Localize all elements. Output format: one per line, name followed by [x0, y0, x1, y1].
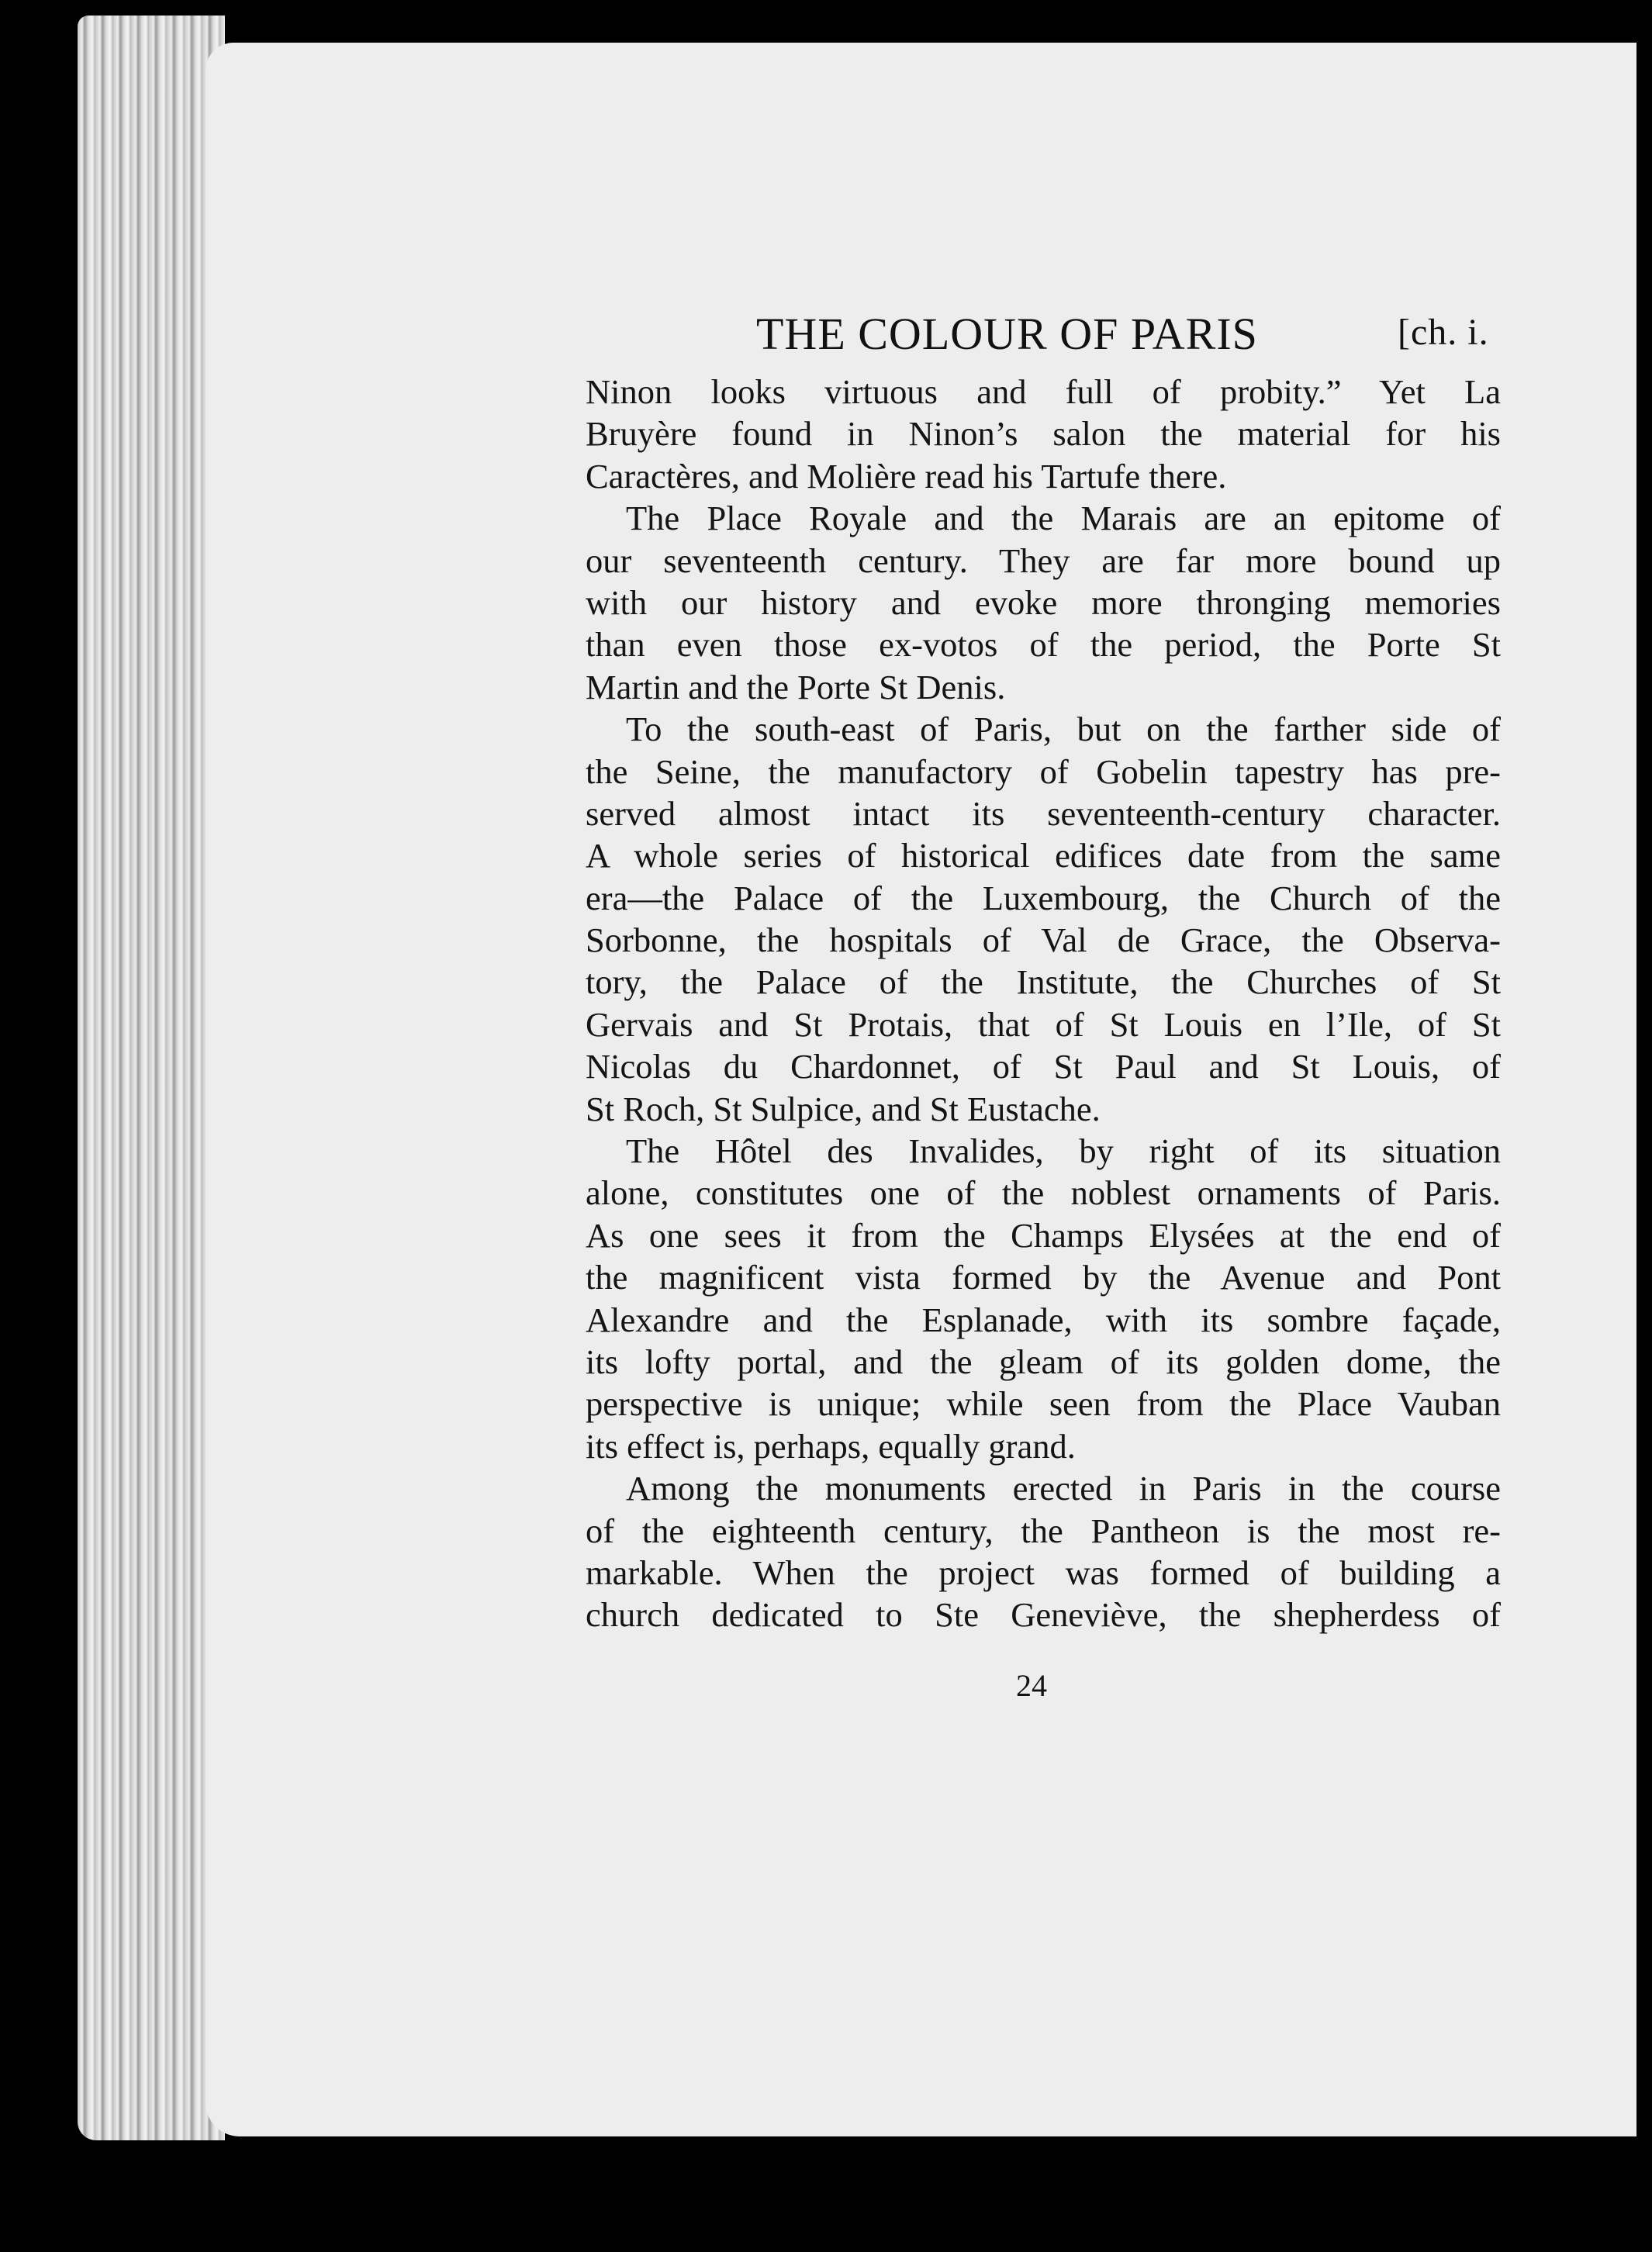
- text-line: perspective is unique; while seen from the Place Vauban: [586, 1384, 1501, 1424]
- text-line: era—the Palace of the Luxembourg, the Church of the: [586, 878, 1501, 917]
- text-line: its lofty portal, and the gleam of its golden dome, the: [586, 1342, 1501, 1381]
- text-line: served almost intact its seventeenth-century character.: [586, 793, 1501, 833]
- text-line: with our history and evoke more thronging memories: [586, 582, 1501, 622]
- text-line: Among the monuments erected in Paris in the course: [626, 1469, 1501, 1508]
- page-edges: [78, 16, 225, 2140]
- text-line: Martin and the Porte St Denis.: [586, 667, 1006, 706]
- text-line: The Place Royale and the Marais are an epitome of: [626, 499, 1501, 538]
- running-title: THE COLOUR OF PARIS: [756, 309, 1258, 359]
- text-line: its effect is, perhaps, equally grand.: [586, 1426, 1076, 1466]
- text-line: Nicolas du Chardonnet, of St Paul and St Louis, of: [586, 1047, 1501, 1086]
- text-line: The Hôtel des Invalides, by right of its situation: [626, 1131, 1501, 1171]
- text-line: Caractères, and Molière read his Tartufe there.: [586, 456, 1227, 496]
- page-number: 24: [1016, 1668, 1047, 1703]
- text-line: St Roch, St Sulpice, and St Eustache.: [586, 1089, 1101, 1128]
- text-line: the magnificent vista formed by the Avenue and Pont: [586, 1258, 1501, 1297]
- text-line: the Seine, the manufactory of Gobelin tapestry has pre-: [586, 751, 1501, 791]
- text-line: A whole series of historical edifices date from the same: [586, 836, 1501, 876]
- text-line: church dedicated to Ste Geneviève, the shepherdess of: [586, 1595, 1501, 1635]
- text-line: tory, the Palace of the Institute, the Churches of St: [586, 962, 1501, 1002]
- text-line: our seventeenth century. They are far more bound up: [586, 541, 1501, 580]
- text-line: Ninon looks virtuous and full of probity.” Yet La: [586, 372, 1501, 411]
- text-line: Bruyère found in Ninon’s salon the material for his: [586, 414, 1501, 454]
- text-line: Gervais and St Protais, that of St Louis en l’Ile, of St: [586, 1004, 1501, 1044]
- text-line: Sorbonne, the hospitals of Val de Grace, the Observa-: [586, 920, 1501, 960]
- chapter-marker: [ch. i.: [1398, 312, 1489, 353]
- text-line: alone, constitutes one of the noblest ornaments of Paris.: [586, 1173, 1501, 1213]
- text-line: Alexandre and the Esplanade, with its sombre façade,: [586, 1300, 1501, 1339]
- text-line: markable. When the project was formed of building a: [586, 1553, 1501, 1592]
- text-line: than even those ex-votos of the period, the Porte St: [586, 625, 1501, 665]
- text-line: To the south-east of Paris, but on the farther side of: [626, 710, 1501, 749]
- running-header: [756, 308, 1532, 370]
- text-line: As one sees it from the Champs Elysées at the end of: [586, 1215, 1501, 1255]
- body-text: [586, 371, 1501, 1636]
- text-line: of the eighteenth century, the Pantheon is the most re-: [586, 1511, 1501, 1550]
